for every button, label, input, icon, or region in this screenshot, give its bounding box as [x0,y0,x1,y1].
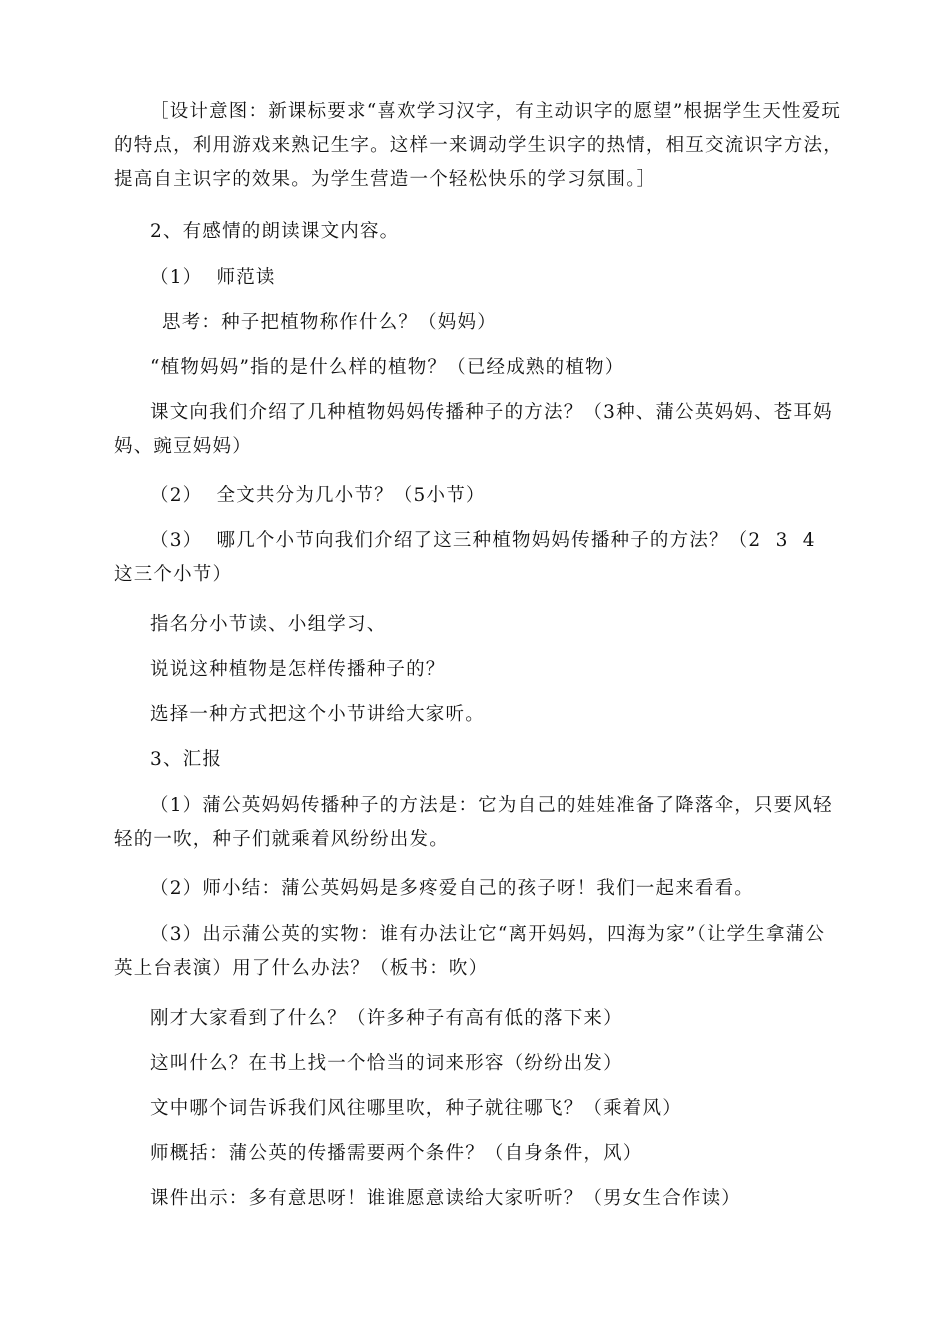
question-paragraph: 课文向我们介绍了几种植物妈妈传播种子的方法？（3种、蒲公英妈妈、苍耳妈妈、豌豆妈妈） [114,402,833,457]
question-paragraph: “植物妈妈”指的是什么样的植物？（已经成熟的植物） [150,357,625,378]
report-paragraph: （3）出示蒲公英的实物：谁有办法让它“离开妈妈，四海为家”（让学生拿蒲公英上台表演）用了什么办法？（板书：吹） [114,924,826,979]
courseware-paragraph: 课件出示：多有意思呀！谁谁愿意读给大家听听？（男女生合作读） [150,1188,742,1209]
question-paragraph: 刚才大家看到了什么？（许多种子有高有低的落下来） [150,1008,623,1029]
report-paragraph: （1）蒲公英妈妈传播种子的方法是：它为自己的娃娃准备了降落伞，只要风轻轻的一吹，种子们就乘着风纷纷出发。 [114,795,833,850]
instruction-paragraph: 说说这种植物是怎样传播种子的？ [150,659,446,680]
question-paragraph: 这叫什么？在书上找一个恰当的词来形容（纷纷出发） [150,1053,623,1074]
instruction-paragraph: 指名分小节读、小组学习、 [150,614,387,635]
step-2-paragraph: （2） 全文共分为几小节？（5小节） [150,485,486,506]
section-heading-2: 2、有感情的朗读课文内容。 [150,221,400,242]
instruction-paragraph: 选择一种方式把这个小节讲给大家听。 [150,704,485,725]
section-heading-3: 3、汇报 [150,749,223,770]
summary-paragraph: 师概括：蒲公英的传播需要两个条件？（自身条件，风） [150,1143,643,1164]
question-paragraph: 思考：种子把植物称作什么？（妈妈） [162,312,497,333]
design-intent-paragraph: ［设计意图：新课标要求“喜欢学习汉字，有主动识字的愿望”根据学生天性爱玩的特点，利用游戏来熟记生字。这样一来调动学生识字的热情，相互交流识字方法，提高自主识字的效果。为学生营造一个轻松快乐的学习氛围。］ [114,101,843,190]
report-paragraph: （2）师小结：蒲公英妈妈是多疼爱自己的孩子呀！我们一起来看看。 [150,878,754,899]
step-1-heading: （1） 师范读 [150,267,276,288]
question-paragraph: 文中哪个词告诉我们风往哪里吹，种子就往哪飞？（乘着风） [150,1098,682,1119]
step-3-paragraph: （3） 哪几个小节向我们介绍了这三种植物妈妈传播种子的方法？（2 3 4 这三个小节） [114,530,830,585]
